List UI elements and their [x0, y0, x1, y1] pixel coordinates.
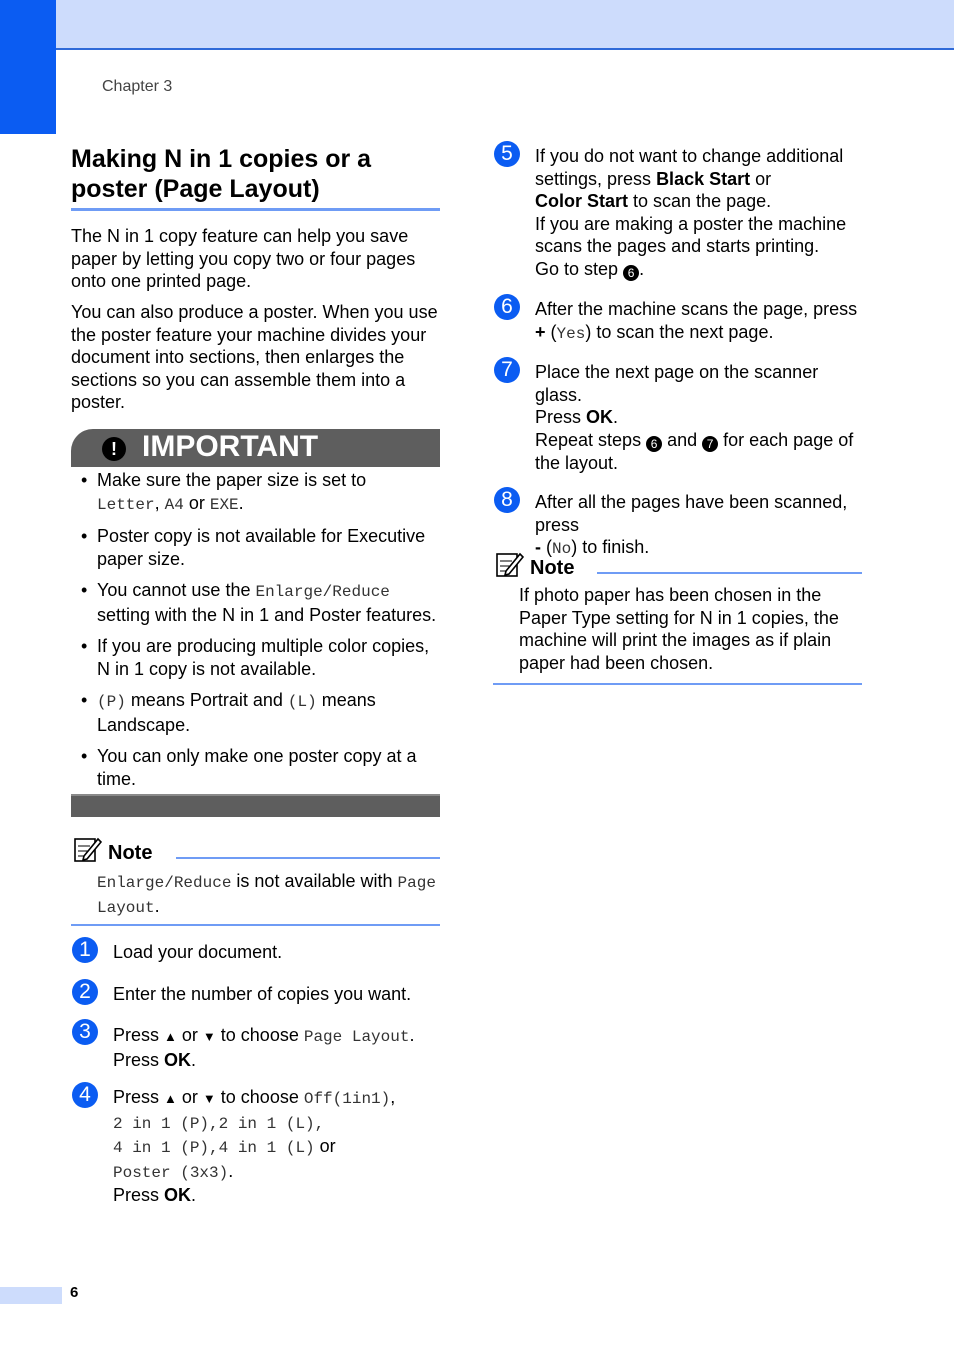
poster-paragraph: You can also produce a poster. When you use the poster feature your machine divides your document into sections, then enlarges the sections so you can assemble them into a poster.	[71, 302, 438, 412]
header-band	[0, 0, 954, 50]
note-end-rule	[493, 683, 862, 685]
note-label: Note	[530, 557, 575, 579]
important-footer-bar	[71, 794, 440, 817]
note-pencil-icon	[74, 836, 102, 862]
chapter-tab	[0, 0, 56, 134]
step-ref-icon: 7	[702, 436, 718, 452]
step-text: After the machine scans the page, press + (Yes) to scan the next page.	[535, 299, 858, 343]
step-number: 1	[72, 937, 98, 963]
title-underline	[71, 208, 440, 211]
important-item: • You can only make one poster copy at a time.	[81, 746, 417, 789]
step-number: 5	[494, 141, 520, 167]
page-number: 6	[70, 1284, 79, 1301]
step-number: 7	[494, 357, 520, 383]
down-arrow-icon: ▼	[202, 1091, 216, 1106]
step-text: After all the pages have been scanned, press - (No) to finish.	[535, 492, 848, 558]
important-list	[71, 469, 443, 799]
section-title-line2: poster (Page Layout)	[71, 175, 320, 203]
step-ref-icon: 6	[623, 265, 639, 281]
bullet: •	[81, 690, 88, 710]
section-title-line1: Making N in 1 copies or a	[71, 145, 372, 173]
important-item: • If you are producing multiple color copies, N in 1 copy is not available.	[81, 636, 430, 679]
note-pencil-icon	[496, 551, 524, 577]
step-number: 8	[494, 487, 520, 513]
note-rule	[597, 572, 862, 574]
section-title	[71, 144, 440, 204]
chapter-label: Chapter 3	[102, 78, 173, 95]
bullet: •	[81, 580, 88, 600]
important-item: • Poster copy is not available for Executive paper size.	[81, 526, 426, 569]
note-end-rule	[71, 924, 440, 926]
step-text: Place the next page on the scanner glass. Press OK. Repeat steps 6 and 7 for each page of the layout.	[535, 362, 854, 473]
warning-icon: !	[102, 437, 126, 461]
footer-band	[0, 1287, 62, 1304]
up-arrow-icon: ▲	[164, 1029, 177, 1044]
step-text: If you do not want to change additional settings, press Black Start or Color Start to scan the page. If you are making a poster the machine scans the pages and starts printing. Go to step 6 .	[535, 146, 847, 280]
step-number: 2	[72, 979, 98, 1005]
note-text: If photo paper has been chosen in the Paper Type setting for N in 1 copies, the machine will print the images as if plain paper had been chosen.	[519, 585, 839, 673]
up-arrow-icon: ▲	[164, 1091, 177, 1106]
intro-paragraph: The N in 1 copy feature can help you save paper by letting you copy two or four pages onto one printed page.	[71, 226, 416, 291]
note-rule	[176, 857, 440, 859]
step-number: 6	[494, 294, 520, 320]
note-label: Note	[108, 842, 153, 864]
step-number: 3	[72, 1019, 98, 1045]
important-item: • Make sure the paper size is set to Letter, A4 or EXE.	[81, 470, 367, 514]
step-number: 4	[72, 1082, 98, 1108]
bullet: •	[81, 636, 88, 656]
bullet: •	[81, 746, 88, 766]
step-text: Press ▲ or ▼ to choose Page Layout. Press OK.	[113, 1025, 415, 1070]
step-text: Enter the number of copies you want.	[113, 984, 412, 1004]
important-item: • You cannot use the Enlarge/Reduce setting with the N in 1 and Poster features.	[81, 580, 437, 625]
step-text: Press ▲ or ▼ to choose Off(1in1), 2 in 1 (P),2 in 1 (L), 4 in 1 (P),4 in 1 (L) or Poster (3x3). Press OK.	[113, 1087, 396, 1205]
bullet: •	[81, 470, 88, 490]
down-arrow-icon: ▼	[202, 1029, 216, 1044]
note-text: Enlarge/Reduce is not available with Page Layout.	[97, 871, 436, 917]
bullet: •	[81, 526, 88, 546]
step-ref-icon: 6	[646, 436, 662, 452]
important-title: IMPORTANT	[142, 430, 319, 463]
important-item: • (P) means Portrait and (L) means Landscape.	[81, 690, 376, 735]
step-text: Load your document.	[113, 942, 283, 962]
